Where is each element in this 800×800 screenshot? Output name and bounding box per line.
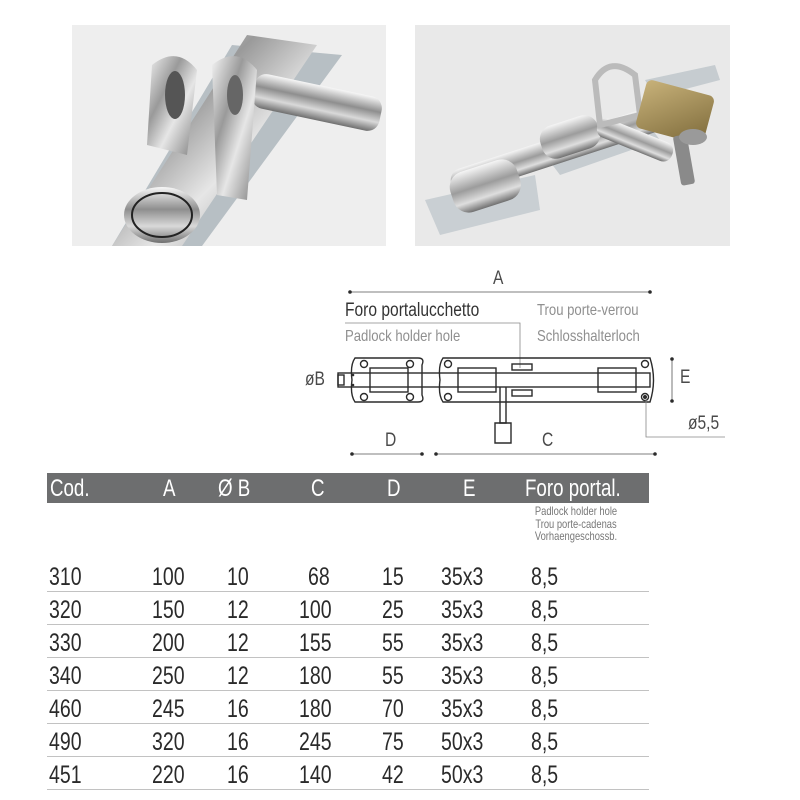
cell-c: 100 — [299, 596, 332, 624]
cell-c: 68 — [308, 563, 330, 591]
cell-foro: 8,5 — [531, 695, 559, 723]
cell-a: 150 — [152, 596, 185, 624]
cell-d: 75 — [382, 728, 404, 756]
cell-e: 35x3 — [441, 596, 484, 624]
cell-cod: 320 — [49, 596, 82, 624]
header-foro-portal: Foro portal. — [525, 475, 621, 502]
cell-e: 35x3 — [441, 695, 484, 723]
cell-c: 245 — [299, 728, 332, 756]
cell-foro: 8,5 — [531, 629, 559, 657]
cell-d: 25 — [382, 596, 404, 624]
header-e: E — [463, 475, 476, 502]
cell-c: 180 — [299, 695, 332, 723]
cell-d: 42 — [382, 761, 404, 789]
barrel-bolt-padlock-image — [415, 25, 730, 246]
product-photo-with-padlock — [415, 25, 730, 246]
cell-c: 180 — [299, 662, 332, 690]
cell-e: 35x3 — [441, 563, 484, 591]
cell-a: 250 — [152, 662, 185, 690]
table-row — [47, 559, 649, 592]
dimension-b-label: øB — [305, 369, 325, 390]
padlock-hole-label-de: Schlosshalterloch — [537, 328, 640, 345]
header-d: D — [387, 475, 401, 502]
table-row — [47, 592, 649, 625]
foro-portal-translations — [511, 505, 641, 543]
cell-b: 12 — [227, 596, 249, 624]
subheader-fr: Trou porte-cadenas — [535, 516, 617, 531]
cell-foro: 8,5 — [531, 596, 559, 624]
table-row — [47, 658, 649, 691]
product-photo-closeup — [72, 25, 386, 246]
dimension-a-label: A — [493, 268, 504, 289]
dimension-d-label: D — [385, 430, 397, 451]
cell-foro: 8,5 — [531, 662, 559, 690]
cell-d: 55 — [382, 662, 404, 690]
cell-b: 16 — [227, 728, 249, 756]
cell-cod: 330 — [49, 629, 82, 657]
header-b: Ø B — [218, 475, 251, 502]
cell-a: 245 — [152, 695, 185, 723]
subheader-en: Padlock holder hole — [534, 504, 618, 518]
padlock-hole-label-fr: Trou porte-verrou — [537, 302, 639, 319]
header-a: A — [163, 475, 176, 502]
cell-c: 155 — [299, 629, 332, 657]
cell-cod: 310 — [49, 563, 82, 591]
table-header — [47, 473, 649, 503]
cell-a: 220 — [152, 761, 185, 789]
cell-e: 35x3 — [441, 662, 484, 690]
cell-d: 70 — [382, 695, 404, 723]
cell-b: 16 — [227, 761, 249, 789]
cell-e: 50x3 — [441, 728, 484, 756]
cell-cod: 490 — [49, 728, 82, 756]
cell-b: 10 — [227, 563, 249, 591]
cell-e: 50x3 — [441, 761, 484, 789]
cell-foro: 8,5 — [531, 728, 559, 756]
cell-a: 320 — [152, 728, 185, 756]
dimension-e-label: E — [680, 367, 691, 388]
table-body — [47, 559, 649, 790]
table-row — [47, 757, 649, 790]
cell-a: 100 — [152, 563, 185, 591]
cell-b: 12 — [227, 629, 249, 657]
cell-cod: 451 — [49, 761, 82, 789]
table-row — [47, 625, 649, 658]
cell-e: 35x3 — [441, 629, 484, 657]
dimensions-table — [47, 473, 649, 789]
cell-b: 16 — [227, 695, 249, 723]
cell-b: 12 — [227, 662, 249, 690]
hole-diameter-label: ø5,5 — [688, 413, 720, 434]
cell-cod: 460 — [49, 695, 82, 723]
cell-foro: 8,5 — [531, 563, 559, 591]
padlock-hole-label-en: Padlock holder hole — [345, 328, 461, 345]
cell-foro: 8,5 — [531, 761, 559, 789]
cell-d: 55 — [382, 629, 404, 657]
table-row — [47, 724, 649, 757]
dimension-c-label: C — [542, 430, 554, 451]
cell-c: 140 — [299, 761, 332, 789]
subheader-de: Vorhaengeschossb. — [534, 529, 618, 543]
cell-d: 15 — [382, 563, 404, 591]
header-cod: Cod. — [50, 475, 90, 502]
header-c: C — [311, 475, 325, 502]
technical-drawing — [305, 265, 740, 465]
cell-cod: 340 — [49, 662, 82, 690]
barrel-bolt-closeup-image — [72, 25, 386, 246]
table-row — [47, 691, 649, 724]
padlock-hole-label-it: Foro portalucchetto — [345, 300, 480, 321]
cell-a: 200 — [152, 629, 185, 657]
